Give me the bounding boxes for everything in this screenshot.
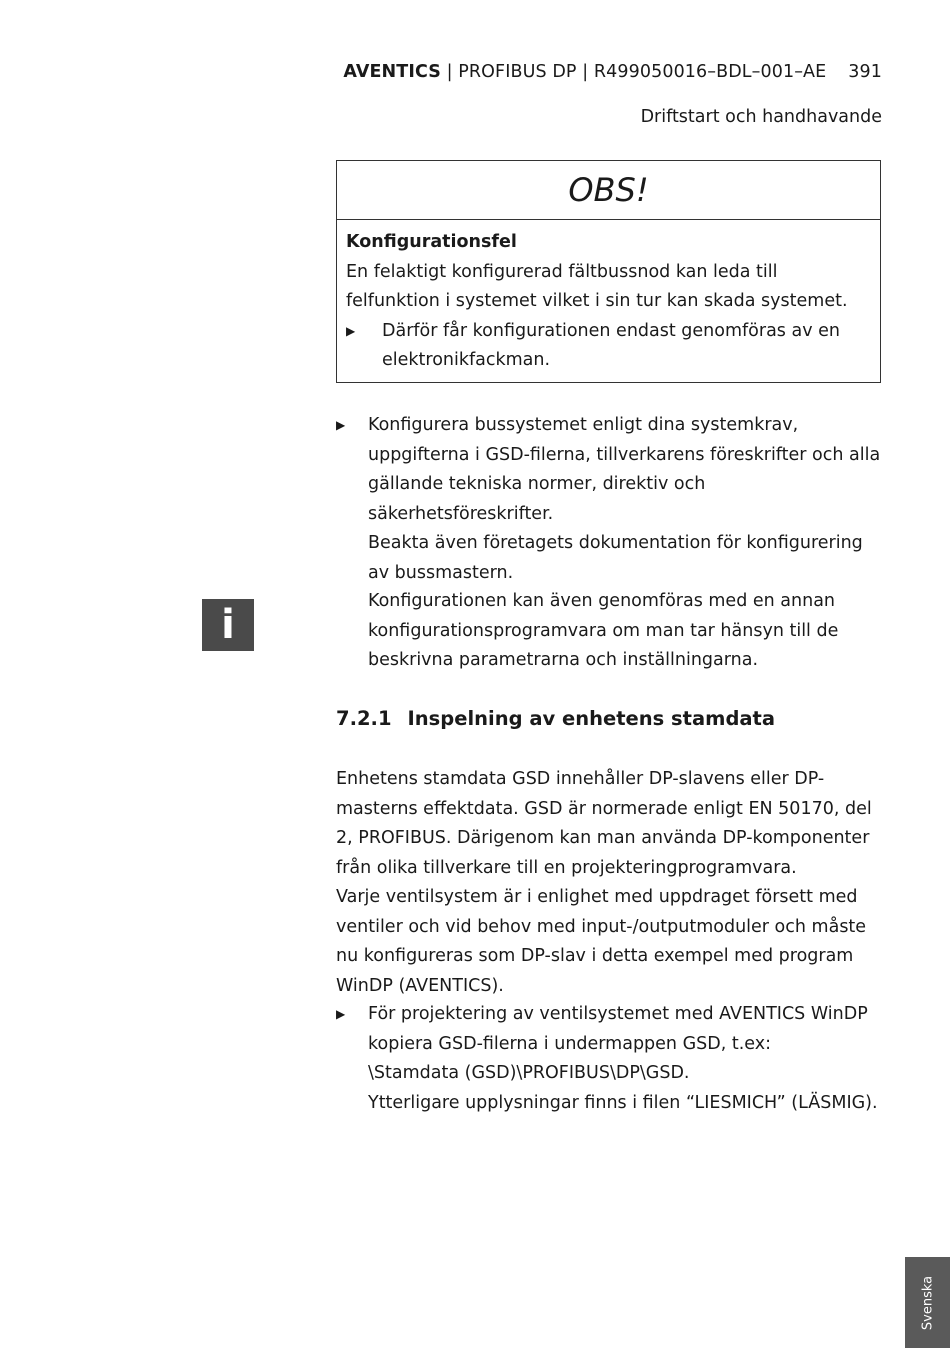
projekt-note: Ytterligare upplysningar finns i filen “LIESMICH” (LÄSMIG). (368, 1092, 878, 1113)
notice-heading: OBS! (337, 161, 880, 220)
info-text: Konfigurationen kan även genomföras med en annan konfigurationsprogramvara om man tar hänsyn till de beskrivna parametrarna och inställningarna. (368, 591, 839, 670)
info-note (336, 587, 884, 676)
language-tab (905, 1257, 950, 1348)
notice-bullet-text: Därför får konfigurationen endast genomföras av en elektronikfackman. (382, 320, 840, 370)
brand-name: AVENTICS (343, 62, 441, 82)
configure-note: Beakta även företagets dokumentation för konfigurering av bussmastern. (368, 533, 863, 583)
notice-body (337, 220, 880, 382)
projekt-text: För projektering av ventilsystemet med AVENTICS WinDP kopiera GSD-filerna i undermappen GSD, t.ex: (368, 1004, 868, 1054)
page-number: 391 (848, 62, 882, 82)
projekt-bullet (336, 1000, 884, 1118)
section-title: Driftstart och handhavande (640, 107, 882, 127)
configure-text: Konfigurera bussystemet enligt dina systemkrav, uppgifterna i GSD-filerna, tillverkarens föreskrifter och alla gällande tekniska normer, direktiv och säkerhetsföreskrifter. (368, 415, 881, 524)
notice-text: En felaktigt konfigurerad fältbussnod kan leda till felfunktion i systemet vilket i sin tur kan skada systemet. (346, 261, 848, 311)
bullet-icon: ▶ (336, 418, 346, 432)
body-paragraph-1: Enhetens stamdata GSD innehåller DP-slavens eller DP-masterns effektdata. GSD är normerade enligt EN 50170, del 2, PROFIBUS. Därigenom kan man använda DP-komponenter från olika tillverkare till en projekteringprogramvara. (336, 769, 872, 878)
document-info: | PROFIBUS DP | R499050016–BDL–001–AE (440, 62, 827, 82)
subsection-title: Inspelning av enhetens stamdata (407, 707, 776, 730)
projekt-path: \Stamdata (GSD)\PROFIBUS\DP\GSD. (368, 1063, 690, 1083)
body-paragraph-2: Varje ventilsystem är i enlighet med uppdraget försett med ventiler och vid behov med input-/outputmoduler och måste nu konfigureras som DP-slav i detta exempel med program WinDP (AVENTICS). (336, 887, 867, 996)
configure-bullet (336, 411, 884, 588)
bullet-icon: ▶ (336, 1007, 346, 1021)
notice-box (336, 160, 881, 383)
body-text (336, 765, 884, 1001)
notice-bullet-item (346, 317, 871, 376)
info-icon: i (202, 599, 254, 651)
language-label: Svenska (920, 1275, 935, 1330)
subsection-number: 7.2.1 (336, 707, 392, 730)
running-header (343, 62, 882, 82)
notice-title: Konfigurationsfel (346, 232, 517, 252)
bullet-icon: ▶ (346, 323, 356, 338)
subsection-heading (336, 707, 775, 730)
